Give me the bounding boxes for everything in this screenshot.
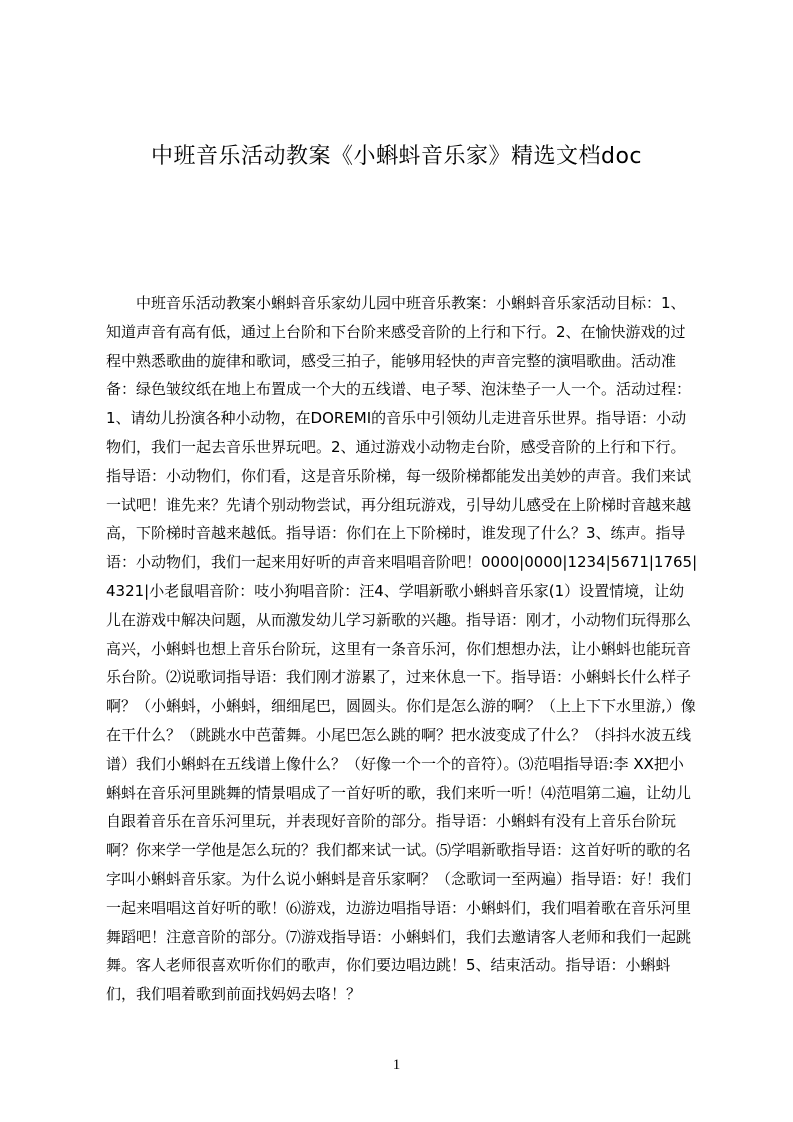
body-paragraph: 中班音乐活动教案小蝌蚪音乐家幼儿园中班音乐教案：小蝌蚪音乐家活动目标：1、知道声音有高有低，通过上台阶和下台阶来感受音阶的上行和下行。2、在愉快游戏的过程中熟悉歌曲的旋律和歌词，感受三拍子，能够用轻快的声音完整的演唱歌曲。活动准备：绿色皱纹纸在地上布置成一个大的五线谱、电子琴、泡沫垫子一人一个。活动过程：1、请幼儿扮演各种小动物，在DOREMI的音乐中引领幼儿走进音乐世界。指导语：小动物们，我们一起去音乐世界玩吧。2、通过游戏小动物走台阶，感受音阶的上行和下行。指导语：小动物们，你们看，这是音乐阶梯，每一级阶梯都能发出美妙的声音。我们来试一试吧！谁先来？先请个别动物尝试，再分组玩游戏，引导幼儿感受在上阶梯时音越来越高，下阶梯时音越来越低。指导语：你们在上下阶梯时，谁发现了什么？3、练声。指导语：小动物们，我们一起来用好听的声音来唱唱音阶吧！0000|0000|1234|5671|1765|4321|小老鼠唱音阶：吱小狗唱音阶：汪4、学唱新歌小蝌蚪音乐家(1）设置情境，让幼儿在游戏中解决问题，从而激发幼儿学习新歌的兴趣。指导语：刚才，小动物们玩得那么高兴，小蝌蚪也想上音乐台阶玩，这里有一条音乐河，你们想想办法，让小蝌蚪也能玩音乐台阶。⑵说歌词指导语：我们刚才游累了，过来休息一下。指导语：小蝌蚪长什么样子啊？（小蝌蚪，小蝌蚪，细细尾巴，圆圆头。你们是怎么游的啊？（上上下下水里游,）像在干什么？（跳跳水中芭蕾舞。小尾巴怎么跳的啊？把水波变成了什么？（抖抖水波五线谱）我们小蝌蚪在五线谱上像什么？（好像一个一个的音符）。⑶范唱指导语:李 XX把小蝌蚪在音乐河里跳舞的情景唱成了一首好听的歌，我们来听一听！⑷范唱第二遍，让幼儿自跟着音乐在音乐河里玩，并表现好音阶的部分。指导语：小蝌蚪有没有上音乐台阶玩啊？你来学一学他是怎么玩的？我们都来试一试。⑸学唱新歌指导语：这首好听的歌的名字叫小蝌蚪音乐家。为什么说小蝌蚪是音乐家啊？（念歌词一至两遍）指导语：好！我们一起来唱唱这首好听的歌！⑹游戏，边游边唱指导语：小蝌蚪们，我们唱着歌在音乐河里舞蹈吧！注意音阶的部分。⑺游戏指导语：小蝌蚪们，我们去邀请客人老师和我们一起跳舞。客人老师很喜欢听你们的歌声，你们要边唱边跳！5、结束活动。指导语：小蝌蚪们，我们唱着歌到前面找妈妈去咯！？ bbox=[106, 294, 698, 1004]
document-title: 中班音乐活动教案《小蝌蚪音乐家》精选文档doc bbox=[150, 144, 643, 169]
document-body bbox=[106, 289, 698, 1004]
page-number: 1 bbox=[392, 1057, 401, 1073]
